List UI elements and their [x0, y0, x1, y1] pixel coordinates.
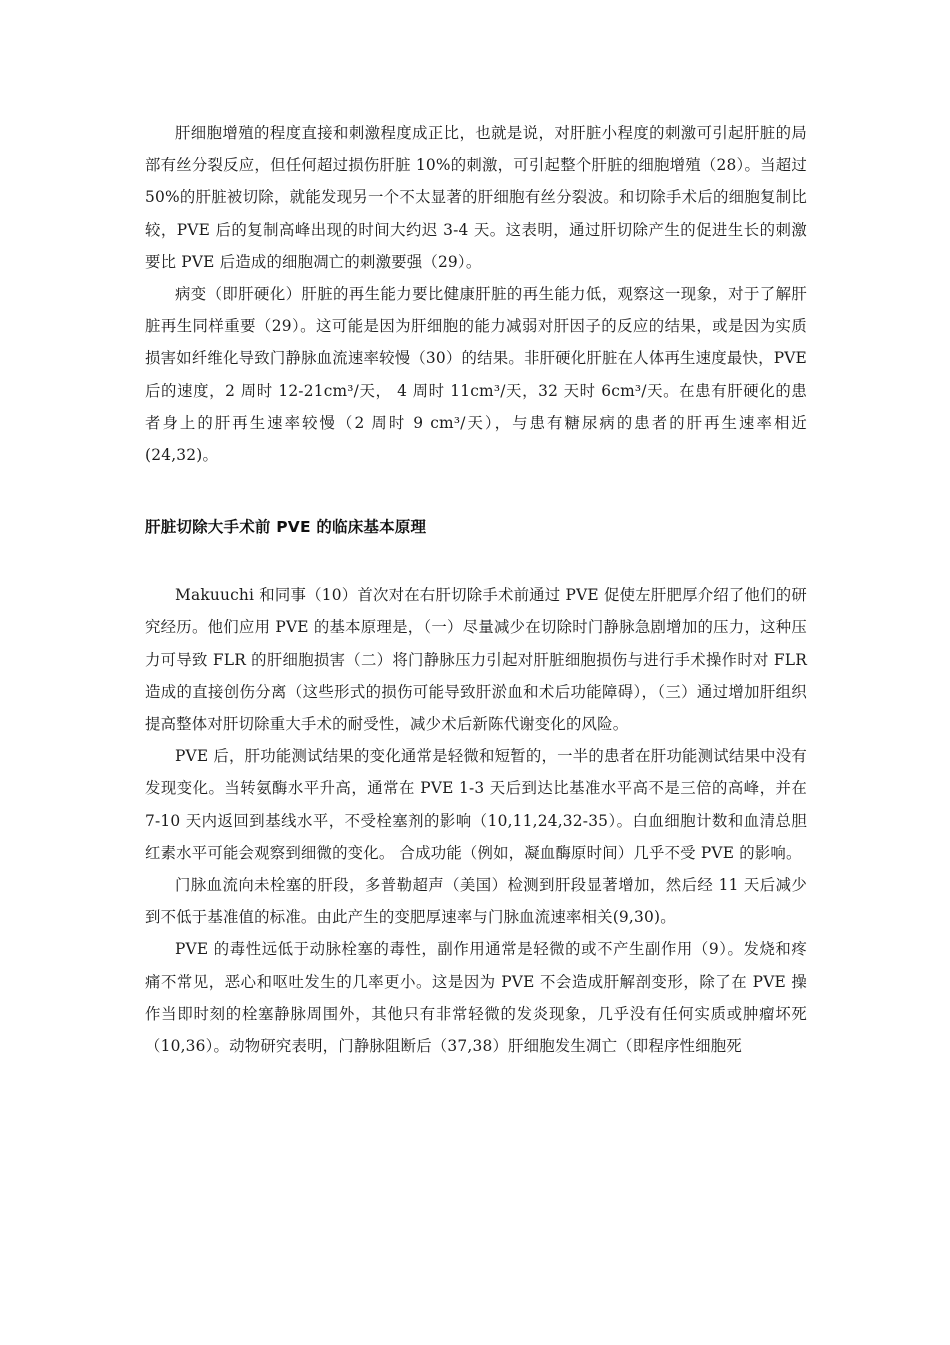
paragraph-cirrhotic-regeneration: 病变（即肝硬化）肝脏的再生能力要比健康肝脏的再生能力低，观察这一现象，对于了解肝脏再生同样重要（29）。这可能是因为肝细胞的能力减弱对肝因子的反应的结果，或是因为实质损害如纤维化导致门静脉血流速率较慢（30）的结果。非肝硬化肝脏在人体再生速度最快，PVE 后的速度，2 周时 12-21cm³/天， 4 周时 11cm³/天，32 天时 6cm³/天。在患有肝硬化的患者身上的肝再生速率较慢（2 周时 9 cm³/天），与患有糖尿病的患者的肝再生速率相近(24,32)。: [145, 285, 807, 465]
paragraph-hepatocyte-proliferation: 肝细胞增殖的程度直接和刺激程度成正比，也就是说，对肝脏小程度的刺激可引起肝脏的局部有丝分裂反应，但任何超过损伤肝脏 10%的刺激，可引起整个肝脏的细胞增殖（28）。当超过 50%的肝脏被切除，就能发现另一个不太显著的肝细胞有丝分裂波。和切除手术后的细胞复制比较，PVE 后的复制高峰出现的时间大约迟 3-4 天。这表明，通过肝切除产生的促进生长的刺激要比 PVE 后造成的细胞凋亡的刺激要强（29）。: [145, 124, 807, 271]
section-spacer: [145, 471, 807, 511]
paragraph-liver-function-tests: PVE 后，肝功能测试结果的变化通常是轻微和短暂的，一半的患者在肝功能测试结果中没有发现变化。当转氨酶水平升高，通常在 PVE 1-3 天后到达比基准水平高不是三倍的高峰，并在 7-10 天内返回到基线水平，不受栓塞剂的影响（10,11,24,32-35）。白血细胞计数和血清总胆红素水平可能会观察到细微的变化。 合成功能（例如，凝血酶原时间）几乎不受 PVE 的影响。: [145, 747, 807, 862]
paragraph-makuuchi-rationale: Makuuchi 和同事（10）首次对在右肝切除手术前通过 PVE 促使左肝肥厚介绍了他们的研究经历。他们应用 PVE 的基本原理是，（一）尽量减少在切除时门静脉急剧增加的压力，这种压力可导致 FLR 的肝细胞损害（二）将门静脉压力引起对肝脏细胞损伤与进行手术操作时对 FLR 造成的直接创伤分离（这些形式的损伤可能导致肝淤血和术后功能障碍），（三）通过增加肝组织提高整体对肝切除重大手术的耐受性，减少术后新陈代谢变化的风险。: [145, 586, 807, 734]
paragraph-portal-blood-flow: 门脉血流向未栓塞的肝段，多普勒超声（美国）检测到肝段显著增加，然后经 11 天后减少到不低于基准值的标准。由此产生的变肥厚速率与门脉血流速率相关(9,30)。: [145, 876, 807, 927]
paragraph-pve-toxicity: PVE 的毒性远低于动脉栓塞的毒性，副作用通常是轻微的或不产生副作用（9）。发烧和疼痛不常见，恶心和呕吐发生的几率更小。这是因为 PVE 不会造成肝解剖变形，除了在 PVE 操作当即时刻的栓塞静脉周围外，其他只有非常轻微的发炎现象，几乎没有任何实质或肿瘤坏死（10,36）。动物研究表明，门静脉阻断后（37,38）肝细胞发生凋亡（即程序性细胞死: [145, 940, 807, 1056]
section-heading: 肝脏切除大手术前 PVE 的临床基本原理: [145, 518, 427, 537]
section-spacer: [145, 543, 807, 579]
document-body: [145, 117, 807, 1062]
